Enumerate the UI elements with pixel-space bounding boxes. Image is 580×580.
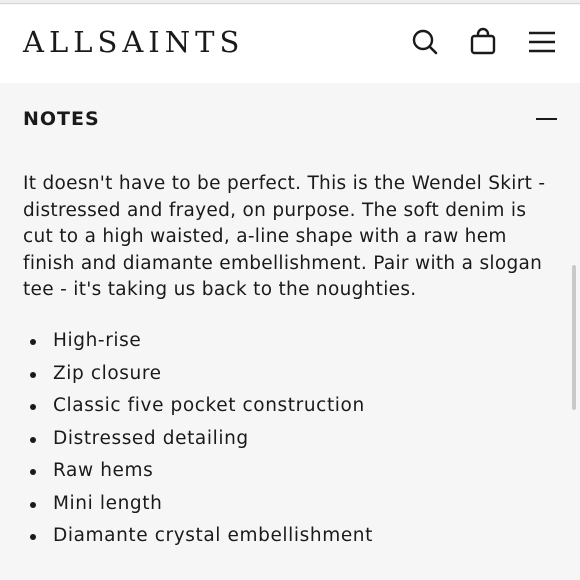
bullet-icon (30, 502, 36, 508)
shopping-bag-icon[interactable] (468, 27, 498, 57)
feature-list-item: High-rise (23, 325, 373, 358)
bullet-icon (30, 534, 36, 540)
bullet-icon (30, 469, 36, 475)
product-description: It doesn't have to be perfect. This is the Wendel Skirt - distressed and frayed, on purpose. The soft denim is cut to a high waisted, a-line shape with a raw hem finish and diamante embellishment. Pair with a slogan tee - it's taking us back to the noughties. (23, 173, 546, 301)
search-icon[interactable] (410, 27, 440, 57)
minus-icon[interactable] (536, 118, 557, 120)
hamburger-menu-icon[interactable] (527, 27, 557, 57)
feature-list (23, 325, 373, 553)
feature-list-item: Zip closure (23, 358, 373, 391)
feature-list-item: Classic five pocket construction (23, 390, 373, 423)
notes-heading[interactable]: NOTES (23, 108, 100, 130)
feature-list-item: Mini length (23, 488, 373, 521)
bullet-icon (30, 437, 36, 443)
feature-list-item: Diamante crystal embellishment (23, 520, 373, 553)
feature-list-item: Raw hems (23, 455, 373, 488)
notes-section (0, 83, 580, 580)
top-divider (0, 0, 580, 4)
brand-logo[interactable]: ALLSAINTS (23, 25, 245, 59)
bullet-icon (30, 404, 36, 410)
feature-list-item: Distressed detailing (23, 423, 373, 456)
site-header (0, 5, 580, 83)
bullet-icon (30, 372, 36, 378)
bullet-icon (30, 339, 36, 345)
scrollbar[interactable] (572, 265, 576, 410)
